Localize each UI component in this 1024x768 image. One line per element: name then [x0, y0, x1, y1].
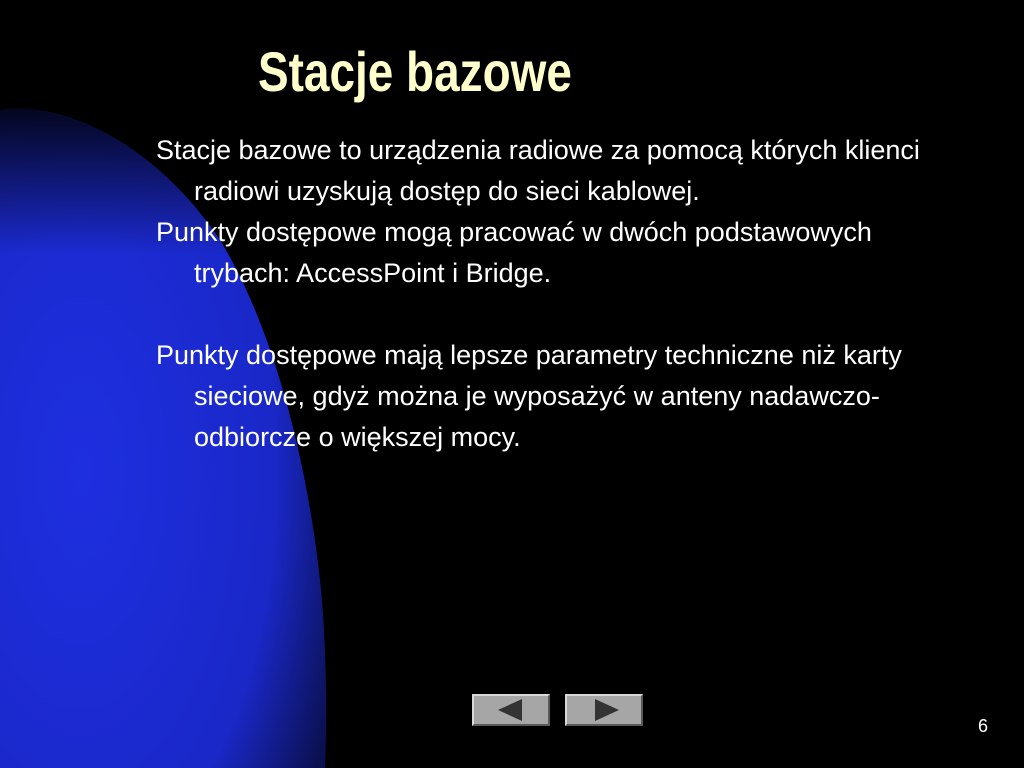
paragraph-access-point-parameters: Punkty dostępowe mają lepsze parametry techniczne niż karty sieciowe, gdyż można je wyposażyć w anteny nadawczo-odbiorcze o większej mocy. [156, 340, 902, 452]
paragraph-base-stations: Stacje bazowe to urządzenia radiowe za pomocą których klienci radiowi uzyskują dostęp do sieci kablowej. [156, 135, 920, 206]
page-number: 6 [977, 716, 988, 736]
paragraph-access-point-modes: Punkty dostępowe mogą pracować w dwóch podstawowych trybach: AccessPoint i Bridge. [156, 217, 872, 288]
triangle-left-icon [474, 696, 548, 724]
paragraph-spacer [156, 294, 946, 335]
next-slide-button[interactable] [565, 694, 643, 726]
triangle-right-icon [567, 696, 641, 724]
previous-slide-button[interactable] [472, 694, 550, 726]
slide-body [156, 130, 946, 458]
slide-title: Stacje bazowe [258, 40, 572, 103]
